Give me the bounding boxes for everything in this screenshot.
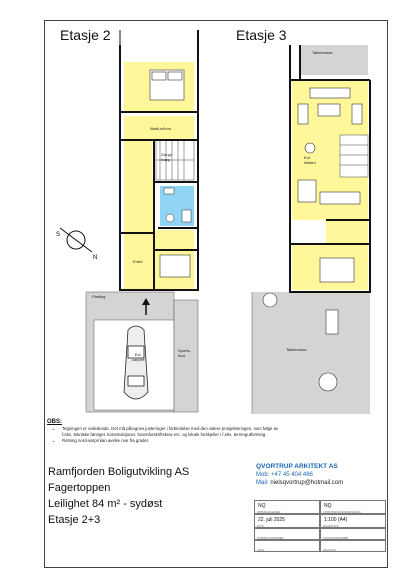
- floor-plan-right: [252, 45, 370, 414]
- architect-email[interactable]: nielsqvortrup@hotmail.com: [270, 480, 344, 486]
- scale-value: 1:100 (A4): [324, 517, 348, 523]
- unit-name: Leilighet 84 m² - sydøst: [48, 498, 163, 510]
- storage-mid: [154, 230, 194, 250]
- architect-block: [256, 463, 343, 487]
- drawn-by-value: NQ: [258, 503, 266, 509]
- cell-drawn-by: [254, 500, 320, 514]
- room-walk-in: Walk-in/bod: [150, 126, 171, 131]
- caption-c: TEGN.: [257, 549, 265, 552]
- floor-label-right: Etasje 3: [236, 27, 287, 43]
- compass-icon: [60, 228, 92, 252]
- room-takterrasse-top: Takterrasse: [312, 50, 333, 55]
- room-terrasse: Takterrasse: [286, 347, 307, 352]
- note-item: f.eks. tekniske føringer, konstruksjoner, brannforskriftskrav etc. og lokale forskjeller i f.eks. terrengutforming.: [62, 432, 267, 437]
- room-sportsbod: Sports- bod: [178, 348, 191, 358]
- caption-d: REVISJON: [323, 549, 336, 552]
- bed-right: [320, 258, 354, 282]
- floor-label-left: Etasje 2: [60, 27, 111, 43]
- notes-list: [56, 426, 382, 444]
- architect-name: QVORTRUP ARKITEKT AS: [256, 463, 338, 470]
- floors-name: Etasje 2+3: [48, 514, 101, 526]
- cell-c: [254, 540, 320, 552]
- note-item: • Retning nord-sørpil kan avvike noe fra grader.: [62, 438, 382, 444]
- bed-left: [150, 70, 184, 100]
- cell-d: [320, 540, 386, 552]
- compass-south: S: [56, 232, 61, 238]
- fireplace-icon: [305, 143, 315, 153]
- caption-a: OPPDRAGSNUMMER: [257, 537, 284, 540]
- hallway-upper: [124, 140, 152, 180]
- car-icon: [124, 326, 148, 399]
- room-ildsted: Evt. ildsted: [304, 155, 316, 165]
- cell-a: [254, 528, 320, 540]
- caption-b: TEGNINGSNUMMER: [323, 537, 349, 540]
- scale-caption: MÅLESTOKK: [323, 525, 339, 528]
- cell-b: [320, 528, 386, 540]
- compass-north: N: [93, 255, 98, 261]
- checked-by-value: NQ: [324, 503, 332, 509]
- terrace-area: [252, 292, 370, 414]
- drawn-by-caption: OPPDRAGSLEDER: [257, 511, 281, 514]
- note-item: • Tegningen er veiledende. Det må påregnes justeringer i forbindelse med den videre prosjekteringen, som følge av: [62, 426, 382, 432]
- hallway-mid: [124, 180, 154, 235]
- project-name: Fagertoppen: [48, 482, 111, 494]
- roof-terrace-top: [300, 45, 368, 75]
- checked-by-caption: KONSTRUKSJONSANSVARLIG: [323, 511, 361, 514]
- developer-name: Ramfjorden Boligutvikling AS: [48, 466, 190, 478]
- date-value: 22. juli 2025: [258, 517, 285, 523]
- room-entre: Entré: [133, 259, 143, 264]
- cell-scale: [320, 514, 386, 528]
- architect-email-label: Mail:: [256, 480, 269, 486]
- room-carport: Evt. carport: [132, 352, 145, 362]
- sheet-info-grid: [254, 500, 386, 566]
- notes-title: OBS:: [47, 419, 62, 425]
- bed-bottom-left: [160, 255, 190, 277]
- architect-phone: Mob: +47 45 404 486: [256, 472, 313, 478]
- floor-plan-left: [56, 30, 198, 412]
- architect-email-row: [256, 479, 343, 487]
- cell-date: [254, 514, 320, 528]
- room-stairs: Gang/ trapp: [161, 152, 172, 162]
- room-platting: Platting: [92, 294, 106, 299]
- stairs-right: [340, 135, 368, 177]
- cell-checked-by: [320, 500, 386, 514]
- date-caption: DATO: [257, 525, 264, 528]
- storage-right: [326, 220, 368, 244]
